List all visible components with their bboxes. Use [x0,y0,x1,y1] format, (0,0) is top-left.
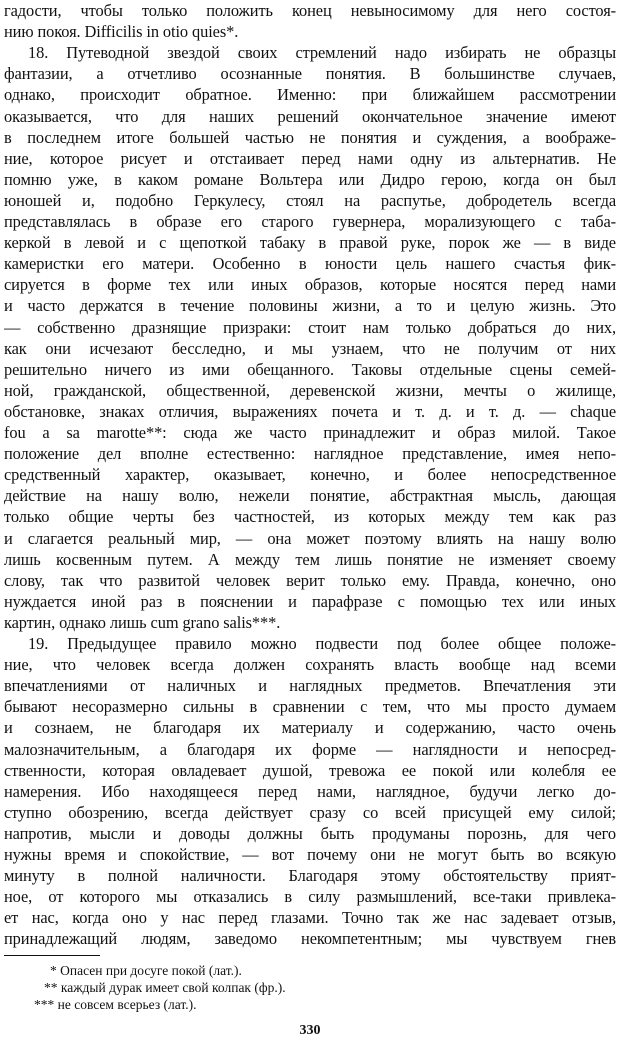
text-line: намерения. Ибо находящееся перед нами, наглядное, будучи легко до- [4,781,616,801]
text-line: керкой в левой и с щепоткой табаку в правой руке, порок же — в виде [4,233,616,253]
text-line: фантазии, а отчетливо осознанные понятия. В большинстве случаев, [4,64,616,84]
text-line: обстановке, знаках отличия, выражениях почета и т. д. и т. д. — chaque [4,401,616,421]
text-line: помню уже, в каком романе Вольтера или Дидро герою, когда он был [4,169,616,189]
text-line: минуту в полной наличности. Благодаря этому обстоятельству прият- [4,866,616,886]
text-line: малозначительным, а благодаря их форме — наглядности и непосред- [4,739,616,759]
text-line: как они исчезают бесследно, и мы узнаем, что не получим от них [4,338,616,358]
text-line: гадости, чтобы только положить конец невыносимому для него состоя- [4,1,616,20]
text-line: бывают несоразмерно сильны в сравнении с тем, что мы просто думаем [4,697,616,717]
text-line: решительно ничего из ими обещанного. Таковы отдельные сцены семей- [4,359,616,379]
text-line: принадлежащий людям, заведомо некомпетентным; мы чувствуем гнев [4,929,616,949]
text-line: камеристки его матери. Особенно в юности цель нашего счастья фик- [4,254,616,274]
text-line: картин, однако лишь cum grano salis***. [4,612,281,632]
text-line: только общие черты без частностей, из которых между тем как раз [4,507,616,527]
text-line: напротив, мысли и доводы должны быть продуманы порознь, для чего [4,823,616,843]
text-line: ственности, которая овладевает душой, тревожа ее покой или колебля ее [4,760,616,780]
text-line: в последнем итоге большей частью не понятия и суждения, а воображе- [4,127,616,147]
paragraph-18-start: 18. Путеводной звездой своих стремлений надо избирать не образцы [28,43,616,63]
text-line: ступно обозрению, всегда действует сразу со всей присущей ему силой; [4,802,616,822]
text-line: слову, так что развитой человек верит только ему. Правда, конечно, оно [4,570,616,590]
text-line: сируется в форме тех или иных образов, которые носятся перед нами [4,275,616,295]
text-line: средственный характер, оказывает, конечно, и более непосредственное [4,465,616,485]
footnote-divider [4,955,100,956]
footnote-3: *** не совсем всерьез (лат.). [34,997,197,1012]
text-line: представлялась в образе его старого гувернера, морализующего с таба- [4,212,616,231]
text-line: нуждается иной раз в пояснении и парафразе с помощью тех или иных [4,591,616,611]
text-line: ние, которое рисует и отстаивает перед нами одну из альтернатив. Не [4,148,616,168]
text-line: fou a sa marotte**: сюда же часто принадлежит и образ милой. Такое [4,423,616,442]
text-line: оказывается, что для наших решений окончательное значение имеют [4,106,616,126]
text-line: однако, происходит обратное. Именно: при ближайшем рассмотрении [4,85,616,105]
text-line: и слагается реальный мир, — она может поэтому влиять на нашу волю [4,528,616,548]
text-line: и часто держатся в течение половины жизни, а то и целую жизнь. Это [4,296,616,316]
text-line: впечатлениями от наличных и наглядных предметов. Впечатления эти [4,676,616,696]
text-line: действие на нашу волю, нежели понятие, абстрактная мысль, дающая [4,486,616,506]
text-line: ет нас, когда оно у нас перед глазами. Точно так же нас задевает отзыв, [4,908,616,928]
page-number: 330 [299,1023,321,1038]
text-line: положение дел вполне естественно: наглядное представление, имея непо- [4,444,616,464]
text-line: нужны время и спокойствие, — вот почему они не могут быть во всякую [4,845,616,864]
text-line: ное, от которого мы отказались в силу размышлений, все-таки привлека- [4,887,616,907]
text-line: ние, что человек всегда должен сохранять власть вообще над всеми [4,655,616,675]
text-line: нию покоя. Difficilis in otio quies*. [4,22,239,42]
text-line: ной, гражданской, общественной, деревенской жизни, мечты о жилище, [4,380,616,400]
paragraph-19-start: 19. Предыдущее правило можно подвести под более общее положе- [28,634,616,653]
text-line: юношей и, подобно Геркулесу, стоял на распутье, добродетель всегда [4,190,616,210]
text-line: — собственно дразнящие призраки: стоит нам только добраться до них, [4,317,616,337]
footnote-1: * Опасен при досуге покой (лат.). [50,963,242,978]
footnote-2: ** каждый дурак имеет свой колпак (фр.). [44,980,286,995]
text-line: лишь косвенным путем. А между тем лишь понятие не изменяет своему [4,549,616,569]
text-line: и сознаем, не благодаря их материалу и содержанию, часто очень [4,718,616,738]
